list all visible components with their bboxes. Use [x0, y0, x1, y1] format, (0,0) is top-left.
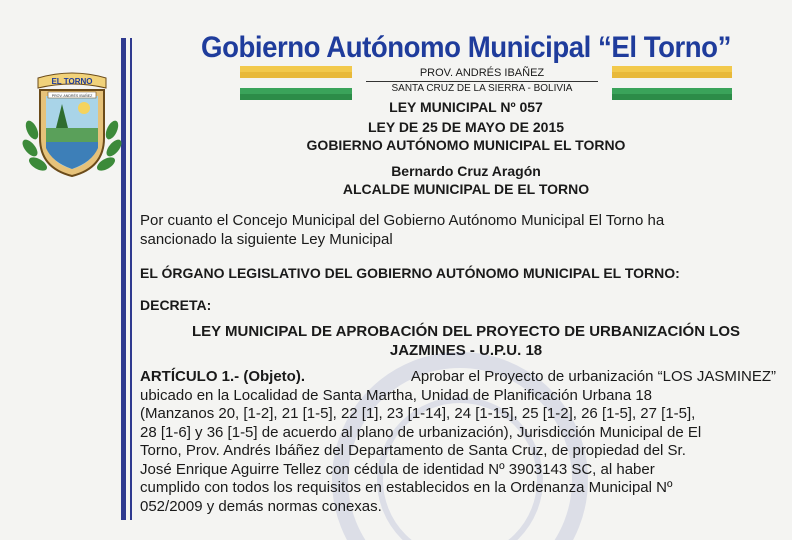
header-location: SANTA CRUZ DE LA SIERRA - BOLIVIA	[391, 83, 573, 94]
article-line: José Enrique Aguirre Tellez con cédula de identidad Nº 3903143 SC, al haber	[140, 460, 655, 478]
preamble-line: Por cuanto el Concejo Municipal del Gobierno Autónomo Municipal El Torno ha	[140, 212, 665, 229]
mayor-name: Bernardo Cruz Aragón	[391, 163, 541, 179]
article-line: 28 [1-6] y 36 [1-5] de acuerdo al plano de urbanización), Jurisdicción Municipal de El	[140, 423, 702, 441]
preamble	[140, 212, 776, 249]
law-number: LEY MUNICIPAL Nº 057	[389, 99, 543, 115]
article-first-line	[140, 368, 776, 387]
header-title: Gobierno Autónomo Municipal “El Torno”	[201, 31, 731, 64]
article-line: ubicado en la Localidad de Santa Martha, Unidad de Planificación Urbana 18	[140, 386, 653, 404]
crest-ribbon-text: PROV. ANDRÉS IBAÑEZ	[51, 94, 93, 98]
article-line: 052/2009 y demás normas conexas.	[140, 497, 382, 515]
legislative-organ: EL ÓRGANO LEGISLATIVO DEL GOBIERNO AUTÓNOMO MUNICIPAL EL TORNO:	[140, 265, 680, 281]
article-line: cumplido con todos los requisitos en establecidos en la Ordenanza Municipal Nº	[140, 479, 673, 496]
header-band-yellow-left	[240, 66, 352, 78]
preamble-line: sancionado la siguiente Ley Municipal	[140, 230, 393, 248]
article-1	[140, 368, 776, 516]
crest-banner-text: EL TORNO	[51, 77, 93, 86]
header-province: PROV. ANDRÉS IBAÑEZ	[419, 67, 545, 79]
decreta-label: DECRETA:	[140, 297, 212, 313]
article-line: Aprobar el Proyecto de urbanización “LOS JASMINEZ”	[410, 368, 776, 385]
law-title-line: JAZMINES - U.P.U. 18	[389, 342, 543, 359]
mayor-title: ALCALDE MUNICIPAL DE EL TORNO	[342, 181, 590, 197]
margin-bar-thin	[130, 38, 132, 520]
law-authority: GOBIERNO AUTÓNOMO MUNICIPAL EL TORNO	[306, 137, 626, 153]
article-line: (Manzanos 20, [1-2], 21 [1-5], 22 [1], 23 [1-14], 24 [1-15], 25 [1-2], 26 [1-5], 27 [1-5],	[140, 405, 696, 422]
header-band-yellow-right	[612, 66, 732, 78]
law-date: LEY DE 25 DE MAYO DE 2015	[367, 119, 565, 135]
municipal-crest	[22, 68, 122, 180]
article-heading: ARTÍCULO 1.- (Objeto).	[140, 368, 305, 385]
article-line: Torno, Prov. Andrés Ibáñez del Departamento de Santa Cruz, de propiedad del Sr.	[140, 442, 686, 459]
law-title-line: LEY MUNICIPAL DE APROBACIÓN DEL PROYECTO DE URBANIZACIÓN LOS	[191, 323, 741, 340]
